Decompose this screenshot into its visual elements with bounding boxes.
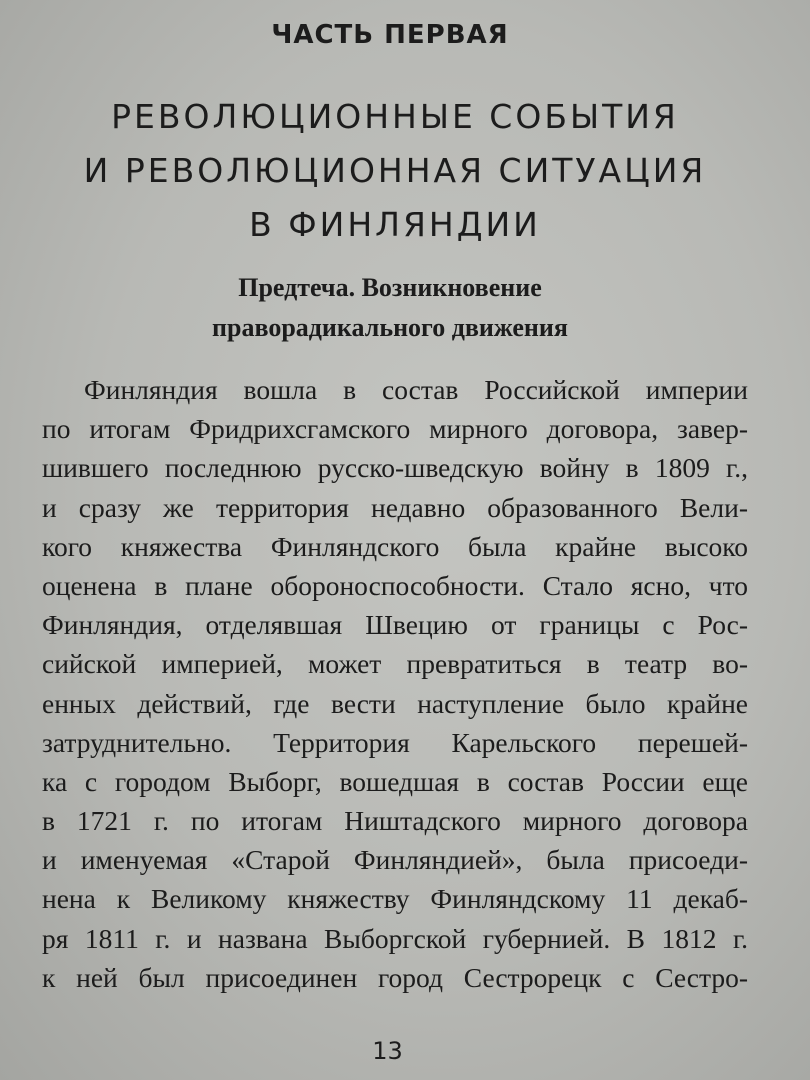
- chapter-title-line: И РЕВОЛЮЦИОННАЯ СИТУАЦИЯ: [83, 151, 707, 190]
- chapter-title: [0, 90, 790, 252]
- chapter-title-line: В ФИНЛЯНДИИ: [249, 205, 541, 244]
- text-line: ка с городом Выборг, вошедшая в состав России еще: [42, 765, 748, 797]
- section-title-line: Предтеча. Возникновение: [238, 273, 542, 302]
- text-line: затруднительно. Территория Карельского перешей-: [42, 726, 748, 758]
- text-line: по итогам Фридрихсгамского мирного договора, завер-: [42, 413, 748, 445]
- part-title: ЧАСТЬ ПЕРВАЯ: [271, 20, 509, 50]
- text-line: к ней был присоединен город Сестрорецк с Сестро-: [42, 961, 748, 993]
- text-line: в 1721 г. по итогам Ништадского мирного договора: [42, 805, 748, 837]
- text-line: кого княжества Финляндского была крайне высоко: [42, 530, 748, 562]
- text-line: Финляндия вошла в состав Российской империи: [84, 374, 748, 405]
- text-line: оценена в плане обороноспособности. Стало ясно, что: [42, 569, 748, 601]
- text-line: сийской империей, может превратиться в театр во-: [42, 648, 748, 680]
- text-line: и именуемая «Старой Финляндией», была присоеди-: [42, 844, 748, 876]
- page-number: 13: [372, 1037, 403, 1065]
- text-line: енных действий, где вести наступление было крайне: [42, 687, 748, 719]
- text-line: нена к Великому княжеству Финляндскому 11 декаб-: [42, 883, 748, 915]
- text-line: Финляндия, отделявшая Швецию от границы с Рос-: [42, 609, 748, 641]
- text-line: ря 1811 г. и названа Выборгской губернией. В 1812 г.: [42, 922, 748, 954]
- section-title-line: праворадикального движения: [212, 313, 568, 342]
- body-paragraph: [42, 370, 748, 997]
- text-line: шившего последнюю русско-шведскую войну в 1809 г.,: [42, 452, 748, 484]
- text-line: и сразу же территория недавно образованного Вели-: [42, 491, 748, 523]
- section-title: [0, 268, 780, 348]
- chapter-title-line: РЕВОЛЮЦИОННЫЕ СОБЫТИЯ: [111, 97, 679, 136]
